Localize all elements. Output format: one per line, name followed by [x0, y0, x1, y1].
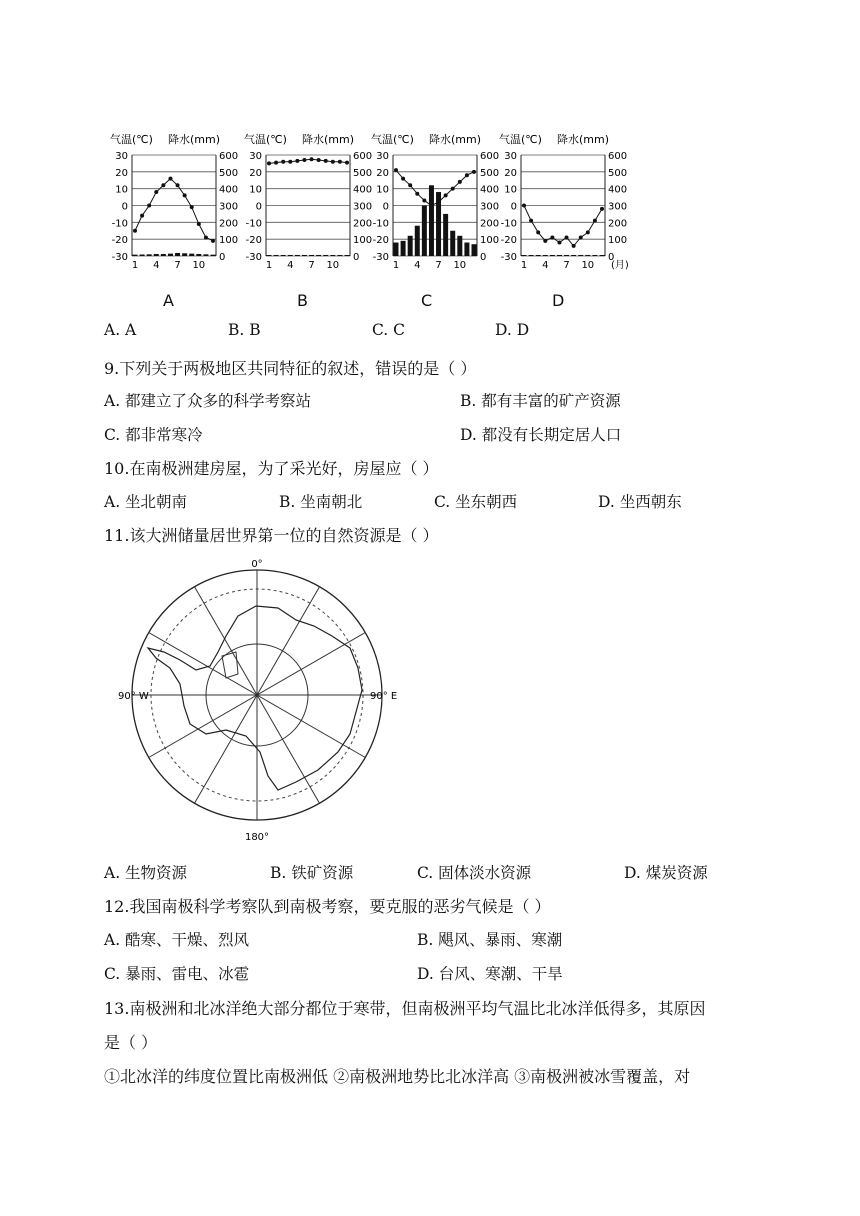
precip-tick-label: 100 [608, 235, 628, 247]
precip-tick-label: 600 [219, 151, 239, 162]
temp-point [190, 205, 194, 209]
month-tick-label: 10 [326, 260, 340, 271]
precip-tick-label: 400 [608, 184, 628, 196]
q11-stem: 11.该大洲储量居世界第一位的自然资源是（ ） [104, 526, 439, 545]
precip-tick-label: 500 [219, 167, 239, 179]
month-tick-label: 4 [414, 260, 421, 271]
temp-tick-label: -30 [372, 252, 389, 263]
temp-point [529, 219, 533, 223]
q9-option-b: B. 都有丰富的矿产资源 [460, 392, 621, 410]
temp-point [147, 204, 151, 208]
temp-line [396, 170, 474, 205]
precip-bar [578, 255, 583, 256]
month-tick-label: 10 [192, 260, 206, 271]
precip-tick-label: 100 [480, 235, 500, 247]
q13-stem: 13.南极洲和北冰洋绝大部分都位于寒带，但南极洲平均气温比北冰洋低得多，其原因 [104, 999, 706, 1018]
precip-tick-label: 0 [608, 252, 615, 263]
precip-tick-label: 300 [608, 201, 628, 213]
precip-bar [600, 255, 605, 256]
precip-tick-label: 0 [219, 252, 226, 263]
q10-option-a: A. 坐北朝南 [104, 493, 188, 511]
temp-point [211, 239, 215, 243]
q12-option-b: B. 飓风、暴雨、寒潮 [417, 931, 563, 949]
precip-bar [274, 255, 279, 256]
temp-point [472, 170, 476, 174]
temp-point [394, 168, 398, 172]
precip-bar [196, 254, 201, 256]
precip-bar [550, 255, 555, 256]
q9-option-c: C. 都非常寒冷 [104, 426, 203, 444]
precip-tick-label: 500 [608, 167, 628, 179]
climate-charts [100, 125, 740, 280]
q13-stem-cont: 是（ ） [104, 1033, 158, 1052]
precip-tick-label: 100 [219, 235, 239, 247]
temp-axis-label: 气温(℃) [499, 133, 542, 146]
q12-stem: 12.我国南极科学考察队到南极考察，要克服的恶劣气候是（ ） [104, 897, 551, 916]
temp-point [536, 230, 540, 234]
precip-bar [592, 255, 597, 256]
temp-point [274, 161, 278, 165]
temp-tick-label: 0 [382, 201, 389, 213]
precip-bar [564, 255, 569, 256]
precip-bar [175, 253, 180, 256]
month-tick-label: 7 [435, 260, 442, 271]
temp-tick-label: 0 [255, 201, 262, 213]
temp-point [176, 183, 180, 187]
precip-bar [182, 253, 187, 256]
precip-bar [529, 255, 534, 256]
precip-tick-label: 0 [353, 252, 360, 263]
precip-axis-label: 降水(mm) [167, 133, 220, 146]
precip-bar [543, 255, 548, 256]
precip-tick-label: 200 [480, 218, 500, 230]
temp-point [550, 235, 554, 239]
precip-bar [429, 185, 434, 256]
precip-tick-label: 100 [353, 235, 373, 247]
temp-point [197, 222, 201, 226]
temp-tick-label: 20 [504, 167, 517, 179]
temp-axis-label: 气温(℃) [244, 133, 287, 146]
q11-option-a: A. 生物资源 [104, 864, 188, 882]
month-tick-label: 4 [542, 260, 549, 271]
month-unit-label: (月) [611, 260, 629, 271]
temp-point [586, 230, 590, 234]
temp-point [593, 219, 597, 223]
q10-option-b: B. 坐南朝北 [279, 493, 363, 511]
precip-bar [211, 255, 216, 256]
q9-stem: 9.下列关于两极地区共同特征的叙述，错误的是（ ） [104, 359, 477, 378]
q9-option-a: A. 都建立了众多的科学考察站 [104, 392, 312, 410]
temp-tick-label: -30 [111, 252, 128, 263]
precip-tick-label: 300 [353, 201, 373, 213]
temp-line [524, 206, 602, 246]
precip-bar [345, 255, 350, 256]
temp-tick-label: 30 [504, 151, 517, 162]
temp-point [267, 161, 271, 165]
chart-caption-c: C [421, 291, 433, 310]
antarctica-map [118, 556, 398, 846]
month-tick-label: 7 [563, 260, 570, 271]
q12-option-c: C. 暴雨、雷电、冰雹 [104, 965, 250, 983]
precip-tick-label: 400 [353, 184, 373, 196]
q10-stem: 10.在南极洲建房屋，为了采光好，房屋应（ ） [104, 459, 439, 478]
precip-bar [585, 255, 590, 256]
q12-option-a: A. 酷寒、干燥、烈风 [104, 931, 250, 949]
temp-point [140, 214, 144, 218]
month-tick-label: 1 [520, 260, 528, 271]
precip-bar [302, 255, 307, 256]
precip-bar [281, 255, 286, 256]
precip-bar [457, 236, 462, 256]
temp-point [338, 160, 342, 164]
q8-option-d: D. D [495, 321, 530, 339]
precip-tick-label: 600 [608, 151, 628, 162]
temp-point [565, 235, 569, 239]
precip-bar [288, 255, 293, 256]
month-tick-label: 1 [392, 260, 400, 271]
precip-bar [295, 255, 300, 256]
precip-bar [422, 206, 427, 257]
temp-tick-label: 20 [376, 167, 389, 179]
temp-point [579, 235, 583, 239]
temp-point [465, 173, 469, 177]
precip-bar [394, 243, 399, 256]
precip-bar [330, 255, 335, 256]
precip-bar [408, 236, 413, 256]
precip-bar [401, 241, 406, 256]
temp-point [522, 204, 526, 208]
precip-tick-label: 300 [219, 201, 239, 213]
precip-tick-label: 0 [480, 252, 487, 263]
precip-bar [415, 226, 420, 256]
precip-bar [443, 214, 448, 256]
temp-tick-label: 0 [121, 201, 128, 213]
temp-tick-label: -20 [245, 235, 262, 247]
precip-tick-label: 400 [480, 184, 500, 196]
q11-option-b: B. 铁矿资源 [270, 864, 354, 882]
precip-bar [464, 243, 469, 256]
precip-bar [147, 254, 152, 256]
q13-reasons: ①北冰洋的纬度位置比南极洲低 ②南极洲地势比北冰洋高 ③南极洲被冰雪覆盖，对 [104, 1067, 691, 1086]
temp-tick-label: -10 [245, 218, 262, 230]
month-tick-label: 4 [153, 260, 160, 271]
precip-axis-label: 降水(mm) [428, 133, 481, 146]
q9-option-d: D. 都没有长期定居人口 [460, 426, 622, 444]
temp-point [154, 190, 158, 194]
temp-tick-label: -10 [111, 218, 128, 230]
precip-bar [267, 255, 272, 256]
precip-bar [316, 255, 321, 256]
precip-tick-label: 500 [353, 167, 373, 179]
temp-point [183, 193, 187, 197]
temp-tick-label: 30 [249, 151, 262, 162]
precip-bar [571, 255, 576, 256]
precip-tick-label: 400 [219, 184, 239, 196]
precip-bar [161, 254, 166, 256]
temp-tick-label: 20 [115, 167, 128, 179]
precip-tick-label: 200 [353, 218, 373, 230]
month-tick-label: 10 [453, 260, 467, 271]
temp-tick-label: -30 [500, 252, 517, 263]
precip-bar [536, 255, 541, 256]
temp-point [543, 239, 547, 243]
temp-tick-label: -20 [500, 235, 517, 247]
precip-bar [154, 254, 159, 256]
precip-bar [133, 255, 138, 256]
temp-line [269, 159, 347, 163]
precip-bar [309, 255, 314, 256]
temp-point [317, 158, 321, 162]
temp-tick-label: 10 [249, 184, 262, 196]
temp-point [161, 183, 165, 187]
temp-tick-label: -10 [500, 218, 517, 230]
temp-tick-label: 10 [376, 184, 389, 196]
temp-tick-label: -30 [245, 252, 262, 263]
temp-point [288, 160, 292, 164]
temp-point [600, 207, 604, 211]
precip-tick-label: 600 [480, 151, 500, 162]
temp-point [168, 177, 172, 181]
precip-bar [557, 255, 562, 256]
precip-tick-label: 300 [480, 201, 500, 213]
temp-tick-label: 30 [376, 151, 389, 162]
precip-tick-label: 500 [480, 167, 500, 179]
precip-bar [472, 244, 477, 256]
month-tick-label: 10 [581, 260, 595, 271]
q11-option-d: D. 煤炭资源 [624, 864, 708, 882]
temp-point [281, 160, 285, 164]
precip-tick-label: 200 [219, 218, 239, 230]
temp-point [444, 193, 448, 197]
precip-axis-label: 降水(mm) [301, 133, 354, 146]
q12-option-d: D. 台风、寒潮、干旱 [417, 965, 563, 983]
temp-point [302, 158, 306, 162]
temp-point [422, 198, 426, 202]
temp-point [437, 200, 441, 204]
precip-bar [168, 254, 173, 256]
map-label-bottom: 180° [244, 832, 270, 843]
temp-tick-label: -10 [372, 218, 389, 230]
temp-point [345, 161, 349, 165]
month-tick-label: 7 [308, 260, 315, 271]
temp-line [135, 179, 213, 241]
month-tick-label: 4 [287, 260, 294, 271]
temp-point [408, 183, 412, 187]
precip-bar [337, 255, 342, 256]
temp-point [557, 241, 561, 245]
q10-option-c: C. 坐东朝西 [434, 493, 518, 511]
temp-point [295, 159, 299, 163]
temp-point [133, 229, 137, 233]
temp-tick-label: 30 [115, 151, 128, 162]
precip-axis-label: 降水(mm) [556, 133, 609, 146]
month-tick-label: 1 [131, 260, 139, 271]
map-label-right: 90° E [370, 691, 398, 702]
q10-option-d: D. 坐西朝东 [598, 493, 682, 511]
temp-point [572, 244, 576, 248]
temp-point [415, 192, 419, 196]
temp-tick-label: 10 [115, 184, 128, 196]
temp-point [324, 159, 328, 163]
temp-tick-label: -20 [111, 235, 128, 247]
precip-bar [522, 255, 527, 256]
q11-option-c: C. 固体淡水资源 [417, 864, 532, 882]
month-tick-label: 1 [265, 260, 273, 271]
map-label-top: 0° [251, 559, 263, 570]
temp-tick-label: 10 [504, 184, 517, 196]
temp-axis-label: 气温(℃) [110, 133, 153, 146]
temp-tick-label: -20 [372, 235, 389, 247]
chart-caption-d: D [552, 291, 565, 310]
temp-axis-label: 气温(℃) [371, 133, 414, 146]
temp-tick-label: 20 [249, 167, 262, 179]
temp-point [310, 157, 314, 161]
precip-tick-label: 600 [353, 151, 373, 162]
chart-caption-a: A [163, 291, 174, 310]
map-label-left: 90° W [118, 691, 149, 702]
temp-point [429, 204, 433, 208]
temp-point [401, 177, 405, 181]
temp-point [451, 187, 455, 191]
precip-bar [140, 254, 145, 256]
precip-tick-label: 200 [608, 218, 628, 230]
chart-caption-b: B [297, 291, 308, 310]
precip-bar [203, 254, 208, 256]
temp-tick-label: 0 [510, 201, 517, 213]
q8-option-b: B. B [228, 321, 261, 339]
q8-option-c: C. C [372, 321, 406, 339]
q8-option-a: A. A [104, 321, 137, 339]
precip-bar [450, 231, 455, 256]
temp-point [331, 160, 335, 164]
temp-point [204, 235, 208, 239]
temp-point [458, 180, 462, 184]
precip-bar [323, 255, 328, 256]
precip-bar [189, 254, 194, 256]
month-tick-label: 7 [174, 260, 181, 271]
